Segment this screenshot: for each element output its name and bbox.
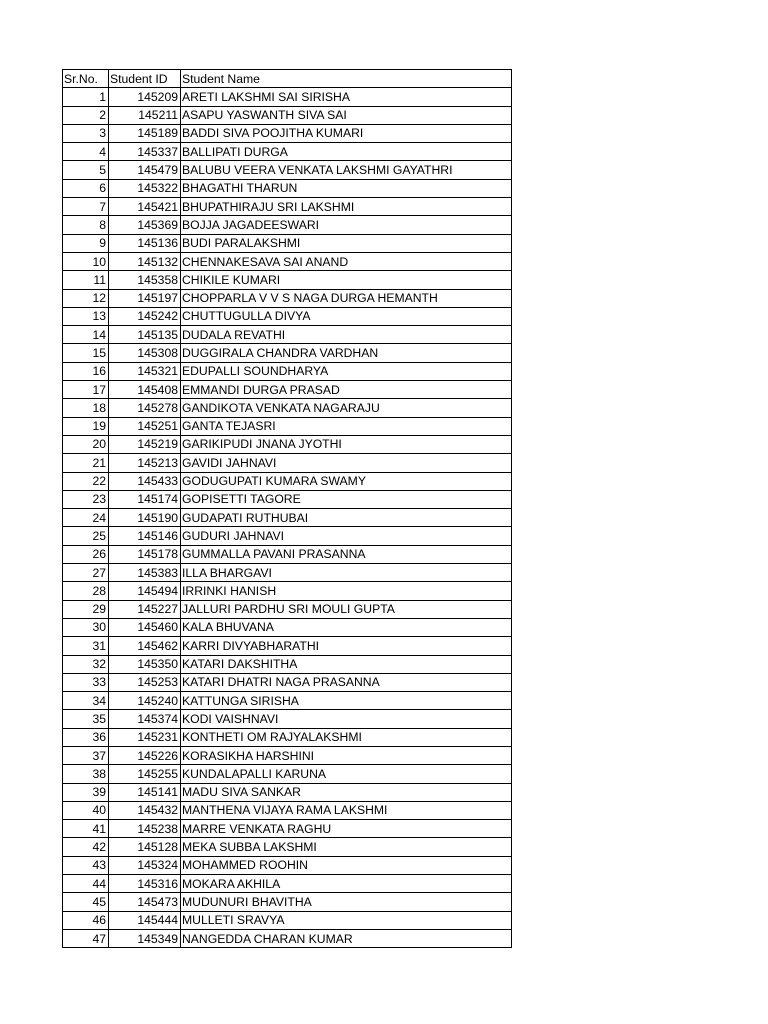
- table-row: [63, 435, 512, 453]
- student-name-cell: DUDALA REVATHI: [181, 326, 512, 344]
- table-row: [63, 545, 512, 563]
- student-name-cell: KATARI DAKSHITHA: [181, 655, 512, 673]
- student-id-cell: 145369: [109, 216, 181, 234]
- table-row: [63, 271, 512, 289]
- sr-no-cell: 22: [63, 472, 109, 490]
- student-name-cell: KALA BHUVANA: [181, 618, 512, 636]
- table-row: [63, 179, 512, 197]
- table-body: [63, 88, 512, 948]
- sr-no-cell: 42: [63, 838, 109, 856]
- sr-no-cell: 4: [63, 143, 109, 161]
- student-table: [62, 69, 512, 948]
- table-row: [63, 618, 512, 636]
- student-name-cell: ASAPU YASWANTH SIVA SAI: [181, 106, 512, 124]
- sr-no-cell: 41: [63, 820, 109, 838]
- table-row: [63, 783, 512, 801]
- table-row: [63, 88, 512, 106]
- sr-no-cell: 44: [63, 875, 109, 893]
- student-name-cell: BUDI PARALAKSHMI: [181, 234, 512, 252]
- student-name-cell: CHOPPARLA V V S NAGA DURGA HEMANTH: [181, 289, 512, 307]
- table-row: [63, 234, 512, 252]
- student-name-cell: GODUGUPATI KUMARA SWAMY: [181, 472, 512, 490]
- table-row: [63, 198, 512, 216]
- sr-no-cell: 20: [63, 435, 109, 453]
- student-id-cell: 145308: [109, 344, 181, 362]
- student-id-cell: 145242: [109, 307, 181, 325]
- student-name-cell: GANDIKOTA VENKATA NAGARAJU: [181, 399, 512, 417]
- student-name-cell: KARRI DIVYABHARATHI: [181, 637, 512, 655]
- student-id-cell: 145349: [109, 929, 181, 947]
- student-id-cell: 145253: [109, 673, 181, 691]
- table-row: [63, 856, 512, 874]
- student-name-cell: CHENNAKESAVA SAI ANAND: [181, 252, 512, 270]
- student-name-cell: GOPISETTI TAGORE: [181, 490, 512, 508]
- table-row: [63, 472, 512, 490]
- table-row: [63, 911, 512, 929]
- table-row: [63, 582, 512, 600]
- table-row: [63, 124, 512, 142]
- student-id-cell: 145316: [109, 875, 181, 893]
- student-name-cell: KORASIKHA HARSHINI: [181, 746, 512, 764]
- table-row: [63, 875, 512, 893]
- student-id-cell: 145240: [109, 692, 181, 710]
- sr-no-cell: 14: [63, 326, 109, 344]
- table-row: [63, 381, 512, 399]
- student-id-cell: 145197: [109, 289, 181, 307]
- student-name-cell: MULLETI SRAVYA: [181, 911, 512, 929]
- student-name-cell: KONTHETI OM RAJYALAKSHMI: [181, 728, 512, 746]
- sr-no-cell: 17: [63, 381, 109, 399]
- sr-no-cell: 35: [63, 710, 109, 728]
- student-id-cell: 145219: [109, 435, 181, 453]
- table-row: [63, 710, 512, 728]
- student-name-cell: DUGGIRALA CHANDRA VARDHAN: [181, 344, 512, 362]
- header-row: [63, 70, 512, 88]
- sr-no-cell: 36: [63, 728, 109, 746]
- sr-no-cell: 38: [63, 765, 109, 783]
- student-id-cell: 145231: [109, 728, 181, 746]
- sr-no-cell: 30: [63, 618, 109, 636]
- sr-no-cell: 1: [63, 88, 109, 106]
- table-row: [63, 106, 512, 124]
- table-row: [63, 307, 512, 325]
- student-name-cell: MOKARA AKHILA: [181, 875, 512, 893]
- sr-no-cell: 28: [63, 582, 109, 600]
- student-name-cell: GAVIDI JAHNAVI: [181, 454, 512, 472]
- table-row: [63, 326, 512, 344]
- student-id-cell: 145278: [109, 399, 181, 417]
- student-name-cell: BALLIPATI DURGA: [181, 143, 512, 161]
- sr-no-cell: 18: [63, 399, 109, 417]
- student-name-cell: GANTA TEJASRI: [181, 417, 512, 435]
- student-id-cell: 145190: [109, 509, 181, 527]
- sr-no-cell: 16: [63, 362, 109, 380]
- student-id-cell: 145432: [109, 801, 181, 819]
- student-id-cell: 145146: [109, 527, 181, 545]
- table-row: [63, 600, 512, 618]
- student-id-cell: 145358: [109, 271, 181, 289]
- student-name-cell: KATTUNGA SIRISHA: [181, 692, 512, 710]
- table-row: [63, 801, 512, 819]
- table-row: [63, 838, 512, 856]
- student-name-cell: CHIKILE KUMARI: [181, 271, 512, 289]
- student-id-cell: 145132: [109, 252, 181, 270]
- table-header: [63, 70, 512, 88]
- table-row: [63, 399, 512, 417]
- student-id-cell: 145479: [109, 161, 181, 179]
- table-row: [63, 673, 512, 691]
- table-row: [63, 216, 512, 234]
- table-row: [63, 289, 512, 307]
- student-id-cell: 145408: [109, 381, 181, 399]
- sr-no-cell: 8: [63, 216, 109, 234]
- student-id-cell: 145135: [109, 326, 181, 344]
- student-name-cell: CHUTTUGULLA DIVYA: [181, 307, 512, 325]
- student-id-cell: 145444: [109, 911, 181, 929]
- student-id-cell: 145174: [109, 490, 181, 508]
- student-id-cell: 145324: [109, 856, 181, 874]
- student-id-cell: 145226: [109, 746, 181, 764]
- table-row: [63, 362, 512, 380]
- table-row: [63, 454, 512, 472]
- sr-no-cell: 9: [63, 234, 109, 252]
- student-name-cell: MUDUNURI BHAVITHA: [181, 893, 512, 911]
- student-id-cell: 145227: [109, 600, 181, 618]
- student-id-cell: 145255: [109, 765, 181, 783]
- student-id-cell: 145494: [109, 582, 181, 600]
- student-id-cell: 145211: [109, 106, 181, 124]
- sr-no-cell: 46: [63, 911, 109, 929]
- student-id-cell: 145337: [109, 143, 181, 161]
- table-row: [63, 252, 512, 270]
- student-id-cell: 145383: [109, 564, 181, 582]
- student-name-cell: ARETI LAKSHMI SAI SIRISHA: [181, 88, 512, 106]
- sr-no-cell: 19: [63, 417, 109, 435]
- table-row: [63, 527, 512, 545]
- header-sr-no: Sr.No.: [63, 70, 109, 88]
- table-row: [63, 143, 512, 161]
- student-id-cell: 145141: [109, 783, 181, 801]
- student-name-cell: MADU SIVA SANKAR: [181, 783, 512, 801]
- table-row: [63, 637, 512, 655]
- sr-no-cell: 21: [63, 454, 109, 472]
- student-name-cell: MANTHENA VIJAYA RAMA LAKSHMI: [181, 801, 512, 819]
- student-id-cell: 145462: [109, 637, 181, 655]
- student-name-cell: EDUPALLI SOUNDHARYA: [181, 362, 512, 380]
- student-name-cell: JALLURI PARDHU SRI MOULI GUPTA: [181, 600, 512, 618]
- sr-no-cell: 34: [63, 692, 109, 710]
- student-id-cell: 145209: [109, 88, 181, 106]
- student-name-cell: BALUBU VEERA VENKATA LAKSHMI GAYATHRI: [181, 161, 512, 179]
- sr-no-cell: 37: [63, 746, 109, 764]
- sr-no-cell: 43: [63, 856, 109, 874]
- table-row: [63, 820, 512, 838]
- sr-no-cell: 12: [63, 289, 109, 307]
- sr-no-cell: 23: [63, 490, 109, 508]
- student-id-cell: 145374: [109, 710, 181, 728]
- student-id-cell: 145213: [109, 454, 181, 472]
- table-row: [63, 509, 512, 527]
- table-row: [63, 893, 512, 911]
- student-id-cell: 145178: [109, 545, 181, 563]
- student-id-cell: 145136: [109, 234, 181, 252]
- table-row: [63, 564, 512, 582]
- student-name-cell: BHAGATHI THARUN: [181, 179, 512, 197]
- student-name-cell: GUMMALLA PAVANI PRASANNA: [181, 545, 512, 563]
- sr-no-cell: 40: [63, 801, 109, 819]
- student-name-cell: KODI VAISHNAVI: [181, 710, 512, 728]
- student-name-cell: EMMANDI DURGA PRASAD: [181, 381, 512, 399]
- sr-no-cell: 32: [63, 655, 109, 673]
- sr-no-cell: 13: [63, 307, 109, 325]
- sr-no-cell: 2: [63, 106, 109, 124]
- sr-no-cell: 7: [63, 198, 109, 216]
- student-name-cell: GARIKIPUDI JNANA JYOTHI: [181, 435, 512, 453]
- sr-no-cell: 15: [63, 344, 109, 362]
- table-row: [63, 728, 512, 746]
- student-name-cell: MEKA SUBBA LAKSHMI: [181, 838, 512, 856]
- student-name-cell: KATARI DHATRI NAGA PRASANNA: [181, 673, 512, 691]
- sr-no-cell: 29: [63, 600, 109, 618]
- sr-no-cell: 5: [63, 161, 109, 179]
- student-name-cell: NANGEDDA CHARAN KUMAR: [181, 929, 512, 947]
- sr-no-cell: 26: [63, 545, 109, 563]
- sr-no-cell: 25: [63, 527, 109, 545]
- sr-no-cell: 6: [63, 179, 109, 197]
- student-name-cell: ILLA BHARGAVI: [181, 564, 512, 582]
- table-row: [63, 490, 512, 508]
- sr-no-cell: 27: [63, 564, 109, 582]
- student-name-cell: BADDI SIVA POOJITHA KUMARI: [181, 124, 512, 142]
- student-name-cell: IRRINKI HANISH: [181, 582, 512, 600]
- student-name-cell: MARRE VENKATA RAGHU: [181, 820, 512, 838]
- sr-no-cell: 47: [63, 929, 109, 947]
- student-id-cell: 145128: [109, 838, 181, 856]
- table-row: [63, 765, 512, 783]
- table-row: [63, 929, 512, 947]
- sr-no-cell: 10: [63, 252, 109, 270]
- student-id-cell: 145350: [109, 655, 181, 673]
- table-row: [63, 161, 512, 179]
- student-name-cell: GUDAPATI RUTHUBAI: [181, 509, 512, 527]
- student-id-cell: 145238: [109, 820, 181, 838]
- sr-no-cell: 33: [63, 673, 109, 691]
- sr-no-cell: 39: [63, 783, 109, 801]
- sr-no-cell: 31: [63, 637, 109, 655]
- header-student-id: Student ID: [109, 70, 181, 88]
- student-name-cell: GUDURI JAHNAVI: [181, 527, 512, 545]
- student-name-cell: BOJJA JAGADEESWARI: [181, 216, 512, 234]
- header-student-name: Student Name: [181, 70, 512, 88]
- sr-no-cell: 24: [63, 509, 109, 527]
- student-id-cell: 145251: [109, 417, 181, 435]
- table-row: [63, 692, 512, 710]
- student-name-cell: MOHAMMED ROOHIN: [181, 856, 512, 874]
- student-id-cell: 145473: [109, 893, 181, 911]
- student-id-cell: 145460: [109, 618, 181, 636]
- student-id-cell: 145189: [109, 124, 181, 142]
- table-row: [63, 344, 512, 362]
- table-row: [63, 746, 512, 764]
- student-name-cell: KUNDALAPALLI KARUNA: [181, 765, 512, 783]
- student-name-cell: BHUPATHIRAJU SRI LAKSHMI: [181, 198, 512, 216]
- sr-no-cell: 3: [63, 124, 109, 142]
- table-row: [63, 655, 512, 673]
- student-id-cell: 145322: [109, 179, 181, 197]
- student-id-cell: 145433: [109, 472, 181, 490]
- sr-no-cell: 45: [63, 893, 109, 911]
- table-row: [63, 417, 512, 435]
- student-id-cell: 145321: [109, 362, 181, 380]
- sr-no-cell: 11: [63, 271, 109, 289]
- student-id-cell: 145421: [109, 198, 181, 216]
